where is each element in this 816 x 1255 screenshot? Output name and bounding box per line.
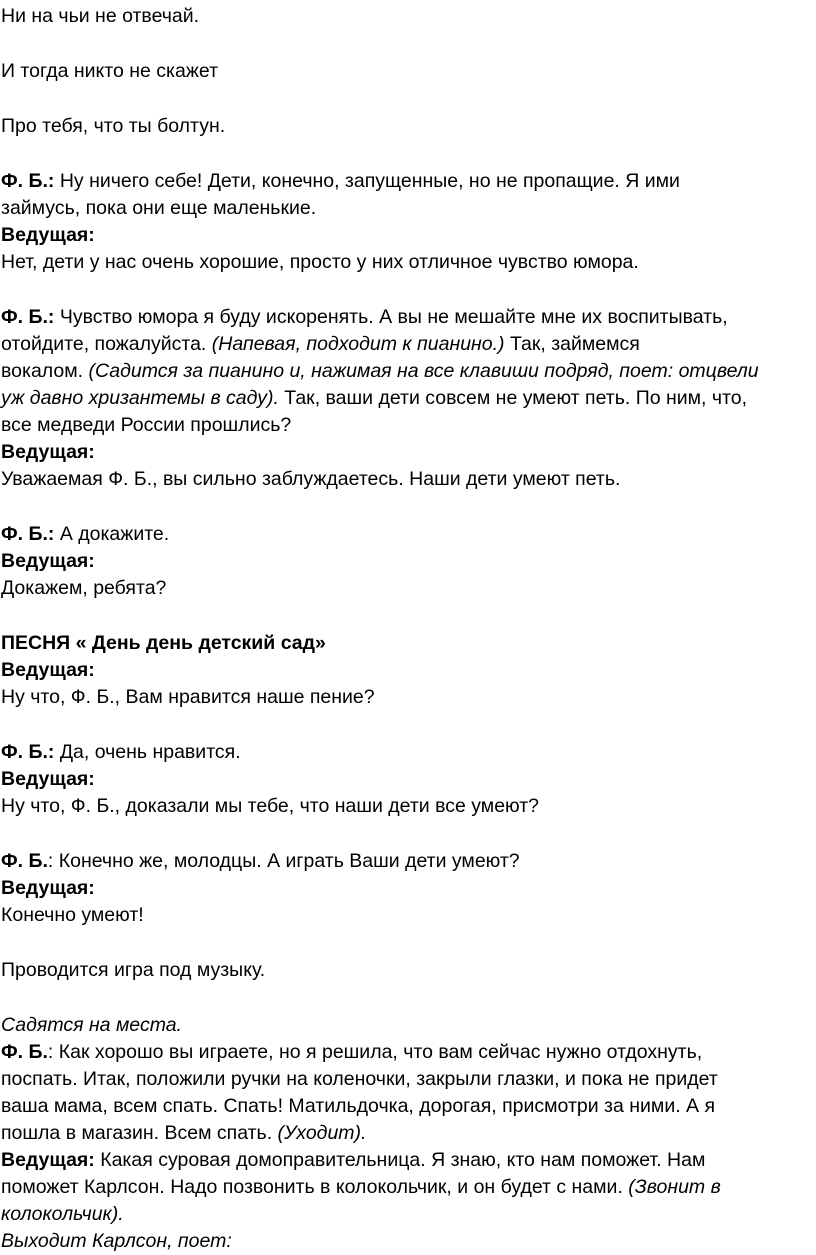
paragraph (1, 848, 816, 875)
paragraph-line: Ну что, Ф. Б., доказали мы тебе, что наши дети все умеют? (1, 795, 540, 817)
speaker-label: Ф. Б. (1, 1041, 48, 1063)
dialogue-text: Какая суровая домоправительница. Я знаю, кто нам поможет. Нам (94, 1149, 706, 1171)
paragraph-line: пошла в магазин. Всем спать. (Уходит). (1, 1122, 367, 1144)
paragraph-line: поспать. Итак, положили ручки на коленочки, закрыли глазки, и пока не придет (1, 1068, 718, 1090)
stage-direction: Садятся на места. (1, 1014, 182, 1036)
stage-direction: Выходит Карлсон, поет: (1, 1230, 232, 1252)
paragraph-line: поможет Карлсон. Надо позвонить в колокольчик, и он будет с нами. (Звонит в (1, 1176, 721, 1198)
poem-line: Про тебя, что ты болтун. (1, 115, 226, 137)
paragraph (1, 304, 816, 331)
stage-direction: (Садится за пианино и, нажимая на все клавиши подряд, поет: отцвели (88, 360, 759, 382)
paragraph-line: уж давно хризантемы в саду). Так, ваши дети совсем не умеют петь. По ним, что, (1, 387, 748, 409)
stage-direction: (Уходит). (277, 1122, 367, 1144)
paragraph (1, 521, 816, 548)
dialogue-text: Чувство юмора я буду искоренять. А вы не мешайте мне их воспитывать, (54, 306, 728, 328)
stage-direction: (Напевая, подходит к пианино.) (211, 333, 505, 355)
speaker-label: Ф. Б. (1, 850, 48, 872)
speaker-label: Ведущая: (1, 1149, 95, 1171)
stage-direction: колокольчик). (1, 1203, 124, 1225)
speaker-label: Ведущая: (1, 659, 95, 681)
speaker-label: Ф. Б.: (1, 306, 55, 328)
paragraph-line: отойдите, пожалуйста. (Напевая, подходит к пианино.) Так, займемся (1, 333, 640, 355)
speaker-label: Ведущая: (1, 550, 95, 572)
paragraph-line: Докажем, ребята? (1, 577, 167, 599)
poem-line: И тогда никто не скажет (1, 60, 219, 82)
speaker-label: Ведущая: (1, 877, 95, 899)
paragraph-line: Нет, дети у нас очень хорошие, просто у них отличное чувство юмора. (1, 251, 639, 273)
paragraph (1, 739, 816, 766)
stage-direction: (Звонит в (628, 1176, 721, 1198)
paragraph (1, 1147, 816, 1174)
poem-line: Ни на чьи не отвечай. (1, 5, 200, 27)
paragraph-line: ваша мама, всем спать. Спать! Матильдочка, дорогая, присмотри за ними. А я (1, 1095, 716, 1117)
speaker-label: Ведущая: (1, 441, 95, 463)
paragraph-line: Конечно умеют! (1, 904, 144, 926)
speaker-label: Ф. Б.: (1, 170, 55, 192)
speaker-label: Ф. Б.: (1, 523, 55, 545)
paragraph (1, 1039, 816, 1066)
paragraph-line: Проводится игра под музыку. (1, 959, 266, 981)
speaker-label: Ведущая: (1, 768, 95, 790)
paragraph-line: вокалом. (Садится за пианино и, нажимая на все клавиши подряд, поет: отцвели (1, 360, 759, 382)
dialogue-text: Да, очень нравится. (54, 741, 241, 763)
dialogue-text: : Как хорошо вы играете, но я решила, что вам сейчас нужно отдохнуть, (47, 1041, 703, 1063)
paragraph-line: займусь, пока они еще маленькие. (1, 197, 317, 219)
dialogue-text: А докажите. (54, 523, 170, 545)
song-title: ПЕСНЯ « День день детский сад» (1, 632, 326, 654)
speaker-label: Ф. Б.: (1, 741, 55, 763)
paragraph-line: Ну что, Ф. Б., Вам нравится наше пение? (1, 686, 375, 708)
paragraph-line: все медведи России прошлись? (1, 414, 292, 436)
paragraph-line: Уважаемая Ф. Б., вы сильно заблуждаетесь. Наши дети умеют петь. (1, 468, 621, 490)
dialogue-text: : Конечно же, молодцы. А играть Ваши дети умеют? (47, 850, 520, 872)
dialogue-text: Ну ничего себе! Дети, конечно, запущенные, но не пропащие. Я ими (54, 170, 680, 192)
speaker-label: Ведущая: (1, 224, 95, 246)
paragraph (1, 168, 816, 195)
stage-direction: уж давно хризантемы в саду). (1, 387, 279, 409)
